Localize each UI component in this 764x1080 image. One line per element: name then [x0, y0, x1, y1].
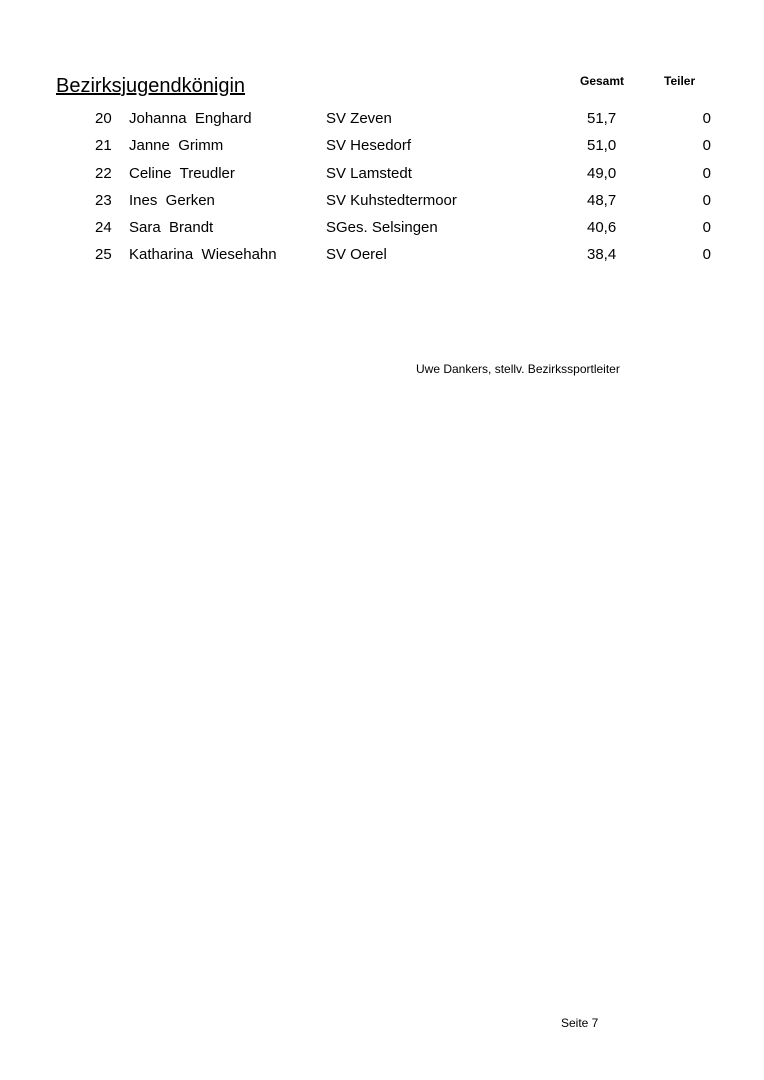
- column-header-teiler: Teiler: [664, 74, 696, 88]
- table-row: [0, 192, 764, 219]
- teiler-cell: 0: [702, 110, 711, 127]
- table-row: [0, 165, 764, 192]
- total-cell: 51,0: [587, 137, 617, 155]
- club-cell: SV Hesedorf: [326, 137, 412, 155]
- rank-cell: 25: [95, 246, 112, 264]
- rank-cell: 24: [95, 219, 112, 237]
- club-cell: SGes. Selsingen: [326, 219, 438, 237]
- rank-cell: 23: [95, 191, 112, 209]
- teiler-cell: 0: [702, 137, 711, 155]
- page-title: Bezirksjugendkönigin: [56, 75, 246, 97]
- total-cell: 38,4: [587, 246, 617, 264]
- total-cell: 40,6: [587, 219, 617, 237]
- teiler-cell: 0: [702, 219, 711, 237]
- name-cell: Celine Treudler: [129, 164, 235, 182]
- table-row: [0, 110, 764, 137]
- table-row: [0, 246, 764, 273]
- club-cell: SV Lamstedt: [326, 164, 412, 182]
- results-table: [0, 110, 764, 274]
- column-header-gesamt: Gesamt: [580, 74, 625, 88]
- club-cell: SV Zeven: [326, 110, 392, 127]
- teiler-cell: 0: [702, 246, 711, 264]
- name-cell: Ines Gerken: [129, 191, 215, 209]
- name-cell: Katharina Wiesehahn: [129, 246, 277, 264]
- total-cell: 48,7: [587, 191, 617, 209]
- teiler-cell: 0: [702, 191, 711, 209]
- name-cell: Johanna Enghard: [129, 110, 252, 127]
- total-cell: 49,0: [587, 164, 617, 182]
- name-cell: Sara Brandt: [129, 219, 214, 237]
- total-cell: 51,7: [587, 110, 617, 127]
- rank-cell: 21: [95, 137, 112, 155]
- club-cell: SV Oerel: [326, 246, 387, 264]
- signature-line: Uwe Dankers, stellv. Bezirkssportleiter: [416, 362, 620, 376]
- name-cell: Janne Grimm: [129, 137, 224, 155]
- club-cell: SV Kuhstedtermoor: [326, 191, 457, 209]
- rank-cell: 22: [95, 164, 112, 182]
- table-row: [0, 219, 764, 246]
- table-row: [0, 137, 764, 164]
- rank-cell: 20: [95, 110, 112, 127]
- teiler-cell: 0: [702, 164, 711, 182]
- page-number: Seite 7: [561, 1016, 599, 1030]
